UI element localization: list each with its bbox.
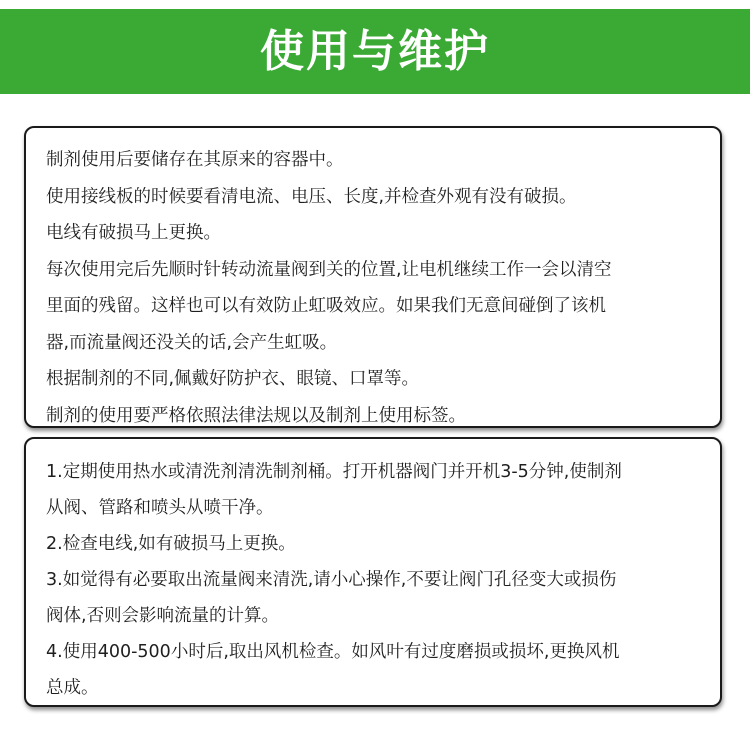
usage-note-line: 电线有破损马上更换。 (46, 223, 221, 243)
header-banner (0, 9, 750, 94)
maintenance-step-line: 4.使用400-500小时后,取出风机检查。如风叶有过度磨损或损坏,更换风机 (46, 642, 620, 662)
maintenance-step-line: 阀体,否则会影响流量的计算。 (46, 606, 280, 626)
usage-note-line: 制剂使用后要储存在其原来的容器中。 (46, 150, 344, 170)
maintenance-step-line: 3.如觉得有必要取出流量阀来清洗,请小心操作,不要让阀门孔径变大或损伤 (46, 570, 617, 590)
maintenance-step-line: 从阀、管路和喷头从喷干净。 (46, 498, 274, 518)
usage-note-line: 使用接线板的时候要看清电流、电压、长度,并检查外观有没有破损。 (46, 186, 577, 207)
usage-note-line: 每次使用完后先顺时针转动流量阀到关的位置,让电机继续工作一会以清空 (46, 259, 612, 280)
usage-note-line: 制剂的使用要严格依照法律法规以及制剂上使用标签。 (46, 405, 466, 426)
maintenance-steps-panel (24, 437, 722, 707)
usage-note-line: 里面的残留。这样也可以有效防止虹吸效应。如果我们无意间碰倒了该机 (46, 296, 606, 316)
usage-note-line: 器,而流量阀还没关的话,会产生虹吸。 (46, 332, 338, 353)
page-title: 使用与维护 (260, 26, 490, 77)
maintenance-step-line: 1.定期使用热水或清洗剂清洗制剂桶。打开机器阀门并开机3-5分钟,使制剂 (46, 462, 622, 482)
maintenance-step-line: 2.检查电线,如有破损马上更换。 (46, 534, 296, 554)
usage-note-line: 根据制剂的不同,佩戴好防护衣、眼镜、口罩等。 (46, 369, 420, 389)
usage-notes-panel (24, 126, 722, 428)
maintenance-step-line: 总成。 (46, 678, 99, 698)
